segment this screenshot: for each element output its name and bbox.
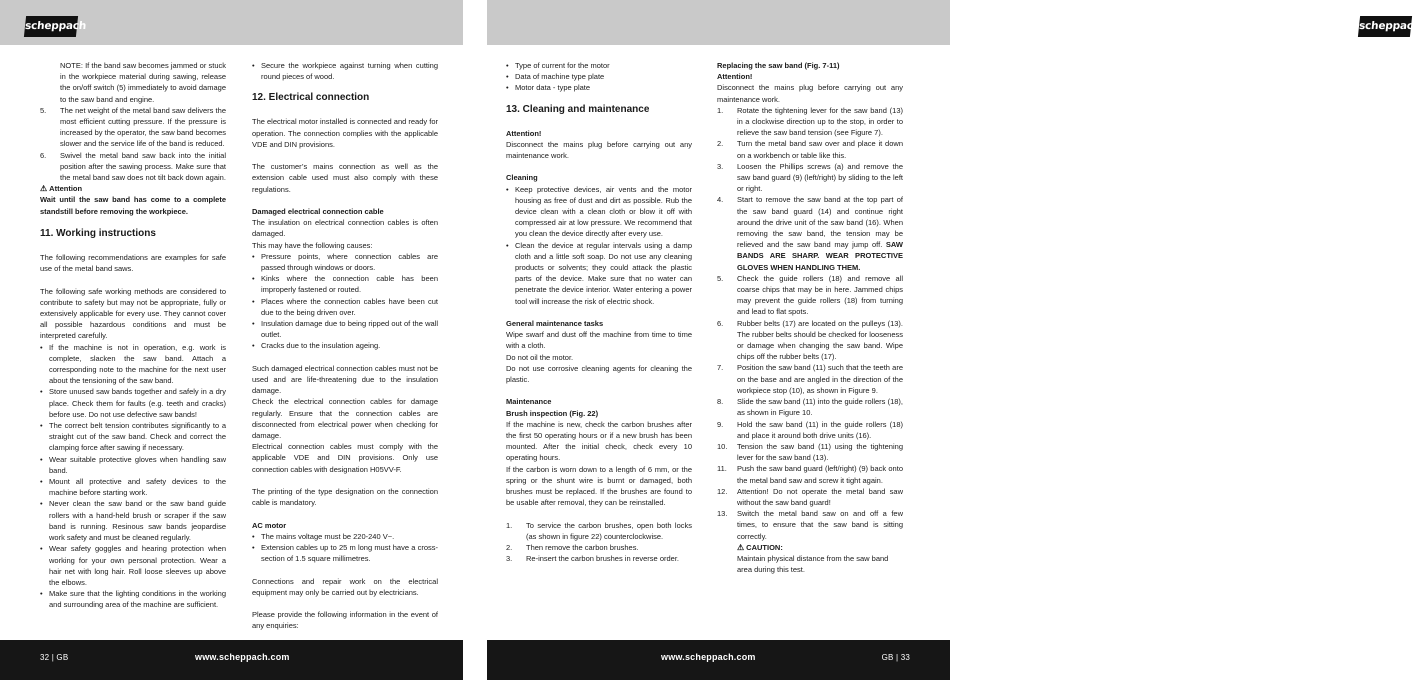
page-number-right: GB | 33 (881, 653, 910, 662)
paragraph: This may have the following causes: (252, 240, 373, 250)
cleaning-list (506, 184, 692, 307)
item-number: 8. (717, 397, 724, 407)
attention-heading: Attention! (506, 128, 542, 138)
working-bullets (40, 342, 226, 611)
replace-steps-list (717, 105, 903, 542)
general-maintenance-lines (506, 329, 692, 385)
numbered-item (717, 441, 903, 463)
column-3 (506, 60, 692, 576)
item-text: Switch the metal band saw on and off a few times, to ensure that the saw band is sitting correctly. (737, 509, 903, 541)
item-number: 5. (717, 273, 724, 283)
item-text: Turn the metal band saw over and place it down on a workbench or table like this. (737, 139, 903, 160)
item-text: Hold the saw band (11) in the guide rollers (18) and place it around both drive units (16). (737, 419, 903, 440)
bullet-list (252, 60, 438, 82)
numbered-item (717, 318, 903, 363)
list-item: • Kinks where the connection cable has been improperly fastened or routed. (252, 273, 438, 295)
item-number: 6. (717, 318, 724, 328)
paragraph: Connections and repair work on the electrical equipment may only be carried out by electricians. (252, 576, 438, 597)
paragraph: The customer’s mains connection as well as the extension cable used must also comply with these regulations. (252, 162, 438, 194)
subheading-maintenance: Maintenance (506, 397, 552, 407)
paragraph: The following recommendations are examples for safe use of the metal band saws. (40, 253, 226, 274)
subheading-general-maintenance: General maintenance tasks (506, 319, 604, 329)
item-number: 6. (40, 150, 47, 160)
subheading-brush-inspection: Brush inspection (Fig. 22) (506, 408, 599, 418)
list-item: • Never clean the saw band or the saw band guide rollers with a hand-held brush or scraper if the saw band is running. Resinous saw bands jeopardise work safety and must be cleaned regularly. (40, 498, 226, 543)
item-text: Swivel the metal band saw back into the initial position after the sawing process. Make sure that the metal band saw does not tilt back down again. (60, 150, 226, 183)
item-text: Rotate the tightening lever for the saw band (13) in a clockwise direction up to the stop, in order to relieve the saw band tension (see Figure 7). (737, 105, 903, 138)
list-item: • Store unused saw bands together and safely in a dry place. Check them for faults (e.g. teeth and cracks) before use. Do not use defective saw bands! (40, 386, 226, 420)
footer-bar-right (487, 640, 950, 680)
item-text: Then remove the carbon brushes. (526, 543, 639, 553)
attention-heading: Attention! (717, 72, 753, 82)
paragraph: The insulation on electrical connection cables is often damaged. (252, 218, 438, 239)
section-title-working-instructions: 11. Working instructions (40, 228, 156, 240)
item-number: 2. (506, 543, 513, 553)
attention-text: Wait until the saw band has come to a complete standstill before removing the workpiece. (40, 195, 226, 216)
item-text: Check the guide rollers (18) and remove all coarse chips that may be in here. Jammed chips may prevent the guide rollers (18) from turning and lead to flat spots. (737, 273, 903, 317)
paragraph: Please provide the following information in the event of any enquiries: (252, 610, 438, 631)
paragraph: The electrical motor installed is connected and ready for operation. The connection complies with the applicable VDE and DIN provisions. (252, 117, 438, 149)
warning-icon: ⚠ (737, 542, 745, 552)
item-number: 5. (40, 105, 47, 115)
list-item: • Wear suitable protective gloves when handling saw band. (40, 454, 226, 476)
numbered-item (40, 150, 226, 184)
scheppach-logo: scheppach (1358, 16, 1412, 37)
item-text: To service the carbon brushes, open both locks (as shown in figure 22) counterclockwise. (526, 520, 692, 541)
text-line: Do not oil the motor. (506, 352, 574, 362)
caution-text: Maintain physical distance from the saw band area during this test. (737, 553, 889, 575)
subheading-damaged-cable: Damaged electrical connection cable (252, 207, 384, 216)
caution-heading: ⚠ CAUTION: (737, 542, 783, 552)
item-text: Start to remove the saw band at the top part of the saw band guard (14) and continue right around the drive unit of the saw band (16). When removing the saw band, the tension may be relieved and the saw band may jump off. (737, 195, 903, 250)
item-text: Position the saw band (11) such that the teeth are on the base and are angled in the direction of the workpiece stop (10), as shown in Figure 9. (737, 363, 903, 395)
paragraph: Such damaged electrical connection cables must not be used and are life-threatening due to the insulation damage. (252, 363, 438, 396)
enquiry-list (506, 60, 692, 94)
saw-steps-list (40, 105, 226, 183)
paragraph: Electrical connection cables must comply with the applicable VDE and DIN provisions. Only use connection cables with designation H05VV-F. (252, 442, 438, 474)
item-text: The net weight of the metal band saw delivers the most efficient cutting pressure. If the pressure is increased by the operator, the saw band becomes slower and the service life of the band is reduced. (60, 105, 226, 149)
list-item: • Keep protective devices, air vents and the motor housing as free of dust and dirt as possible. Rub the device clean with a clean cloth or blow it off with compressed air at low pressure. We recommend that you clean the device directly after every use. (506, 184, 692, 240)
text-line: Do not use corrosive cleaning agents for cleaning the plastic. (506, 363, 692, 385)
list-item: • Type of current for the motor (506, 60, 692, 71)
numbered-item (717, 396, 903, 418)
paragraph: If the machine is new, check the carbon brushes after the first 50 operating hours or if a new brush has been mounted. After the initial check, check every 10 operating hours. (506, 419, 692, 463)
note-text: NOTE: If the band saw becomes jammed or stuck in the workpiece material during sawing, release the on/off switch (5) immediately to avoid damage to the saw band and engine. (60, 61, 226, 104)
list-item: • Wear safety goggles and hearing protection when working for your own personal protection. Wear a hair net with long hair. Roll loose sleeves up above the elbows. (40, 543, 226, 588)
scheppach-logo: scheppach (24, 16, 78, 37)
subheading-cleaning: Cleaning (506, 173, 538, 183)
causes-list (252, 251, 438, 352)
column-2 (252, 60, 438, 643)
header-bar-left (0, 0, 463, 45)
list-item: • Cracks due to the insulation ageing. (252, 340, 438, 351)
item-text: Push the saw band guard (left/right) (9) back onto the metal band saw and screw it tight again. (737, 464, 903, 485)
website-url: www.scheppach.com (661, 652, 756, 662)
item-number: 4. (717, 195, 724, 205)
item-text: Re-insert the carbon brushes in reverse order. (526, 554, 679, 564)
column-4 (717, 60, 903, 575)
list-item: • Pressure points, where connection cables are passed through windows or doors. (252, 251, 438, 273)
paragraph: Disconnect the mains plug before carrying out any maintenance work. (506, 139, 692, 161)
paragraph: Check the electrical connection cables for damage regularly. Ensure that the connection cables are disconnected from electrical power when checking for damage. (252, 397, 438, 441)
numbered-item (717, 508, 903, 542)
numbered-item (717, 105, 903, 139)
item-text: Rubber belts (17) are located on the pulleys (13). The rubber belts should be checked for looseness or damage when changing the saw band. Wipe chips off the rubber belts (17). (737, 318, 903, 362)
column-1 (40, 60, 226, 622)
numbered-item (717, 273, 903, 318)
item-text: Attention! Do not operate the metal band saw without the saw band guard! (737, 486, 903, 507)
subheading-ac-motor: AC motor (252, 520, 287, 530)
list-item: • Data of machine type plate (506, 71, 692, 82)
item-number: 13. (717, 509, 728, 519)
list-item: • Insulation damage due to being ripped out of the wall outlet. (252, 318, 438, 340)
item-text: Tension the saw band (11) using the tightening lever for the saw band (13). (737, 441, 903, 463)
item-number: 7. (717, 363, 724, 373)
section-title-cleaning-maintenance: 13. Cleaning and maintenance (506, 103, 650, 115)
attention-heading: ⚠ Attention (40, 184, 83, 194)
item-text: Loosen the Phillips screws (a) and remove the saw band guard (9) (left/right) by sliding to the left or right. (737, 161, 903, 194)
numbered-item (717, 486, 903, 508)
caution-block (717, 542, 903, 576)
list-item: • Extension cables up to 25 m long must have a cross-section of 1.5 square millimetres. (252, 542, 438, 564)
website-url: www.scheppach.com (195, 652, 290, 662)
numbered-item (506, 553, 692, 564)
paragraph: Disconnect the mains plug before carrying out any maintenance work. (717, 83, 903, 104)
brush-steps-list (506, 520, 692, 565)
item-number: 11. (717, 464, 727, 474)
footer-bar-left (0, 640, 463, 680)
numbered-item (717, 463, 903, 485)
item-number: 2. (717, 139, 724, 149)
warning-icon: ⚠ (40, 184, 48, 194)
paragraph: The printing of the type designation on the connection cable is mandatory. (252, 487, 438, 508)
list-item: • Make sure that the lighting conditions in the working and surrounding area of the machine are sufficient. (40, 588, 226, 610)
numbered-item (717, 138, 903, 160)
text-line: Wipe swarf and dust off the machine from time to time with a cloth. (506, 330, 692, 351)
numbered-item (40, 105, 226, 150)
numbered-item (506, 542, 692, 553)
list-item: • The mains voltage must be 220-240 V~. (252, 531, 438, 542)
item-number: 10. (717, 441, 728, 451)
numbered-item (717, 419, 903, 441)
ac-motor-list (252, 531, 438, 565)
subheading-replacing-saw-band: Replacing the saw band (Fig. 7-11) (717, 61, 840, 70)
page-number-left: 32 | GB (40, 653, 69, 662)
item-text: Slide the saw band (11) into the guide rollers (18), as shown in Figure 10. (737, 397, 903, 418)
list-item: • The correct belt tension contributes significantly to a straight cut of the saw band. Check and correct the clamping force after sawing if necessary. (40, 420, 226, 454)
numbered-item (717, 362, 903, 396)
item-number: 1. (717, 105, 724, 115)
list-item: • Mount all protective and safety devices to the machine before starting work. (40, 476, 226, 498)
numbered-item (717, 194, 903, 272)
item-bold-text: SAW BANDS ARE SHARP. WEAR PROTECTIVE GLOVES WHEN HANDLING THEM. (737, 240, 903, 272)
list-item: • Motor data - type plate (506, 82, 692, 93)
list-item: • Secure the workpiece against turning when cutting round pieces of wood. (252, 60, 438, 82)
paragraph: If the carbon is worn down to a length of 6 mm, or the spring or the shunt wire is burnt or damaged, both brushes must be replaced. If the brushes are found to be usable after removal, they can be reinstalled. (506, 464, 692, 508)
numbered-item (506, 520, 692, 542)
list-item: • Clean the device at regular intervals using a damp cloth and a little soft soap. Do not use any cleaning products or solvents; they could attack the plastic parts of the device. Make sure that no water can penetrate the device interior. Water entering a power tool will increase the risk of electric shock. (506, 240, 692, 307)
item-number: 9. (717, 419, 724, 429)
list-item: • Places where the connection cables have been cut due to the being driven over. (252, 296, 438, 318)
header-bar-right (487, 0, 1421, 45)
item-number: 3. (717, 161, 724, 171)
paragraph: The following safe working methods are considered to contribute to safety but may not be appropriate, fully or extensively applicable for every use. They cannot cover all possible hazardous conditions and must be interpreted carefully. (40, 286, 226, 341)
item-number: 12. (717, 486, 728, 496)
section-title-electrical-connection: 12. Electrical connection (252, 92, 370, 104)
note-paragraph (40, 60, 226, 105)
list-item: • If the machine is not in operation, e.g. work is complete, slacken the saw band. Attach a corresponding note to the machine for the next user about the tensioning of the saw band. (40, 342, 226, 387)
item-number: 1. (506, 520, 513, 530)
item-number: 3. (506, 554, 513, 564)
numbered-item (717, 161, 903, 195)
